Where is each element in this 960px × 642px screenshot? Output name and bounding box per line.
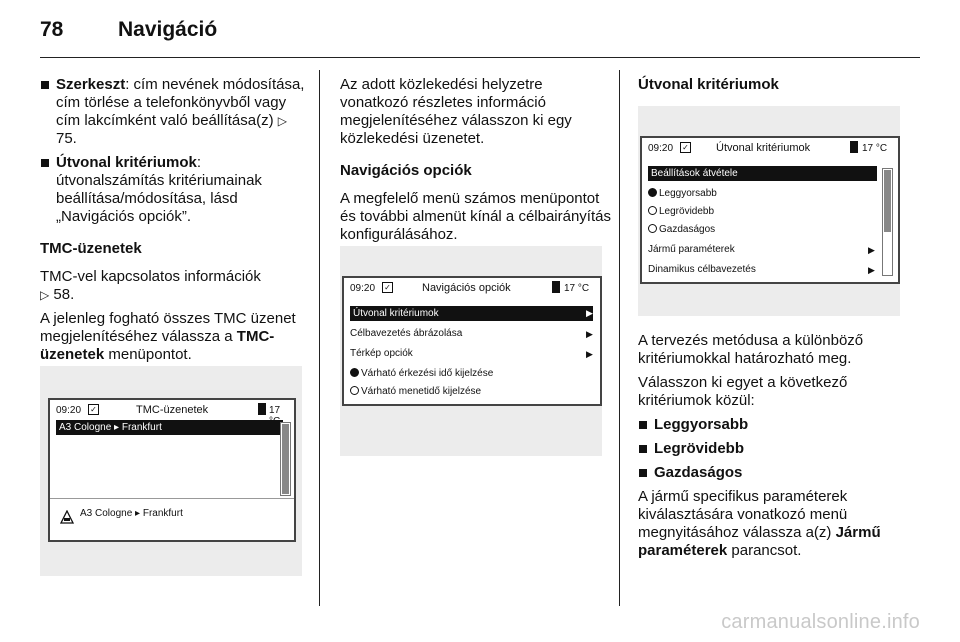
status-bar	[642, 138, 898, 158]
menu-item-economical[interactable]	[648, 222, 715, 237]
thermometer-icon	[258, 403, 266, 415]
radio-unselected-icon	[648, 206, 657, 215]
vehicle-params-term: Jármű paraméterek	[638, 524, 881, 559]
temperature: 17 °C	[862, 143, 888, 154]
nav-options-paragraph: A megfelelő menü számos menüpontot és további almenüt kínál a célbairányítás konfigurálásához.	[340, 190, 611, 243]
page-ref-icon: ▷	[40, 288, 50, 302]
column-3	[638, 76, 920, 104]
header-divider	[40, 57, 920, 58]
bullet-edit	[40, 76, 308, 148]
menu-item-fastest-label: Leggyorsabb	[659, 188, 717, 199]
vehicle-params-text-a: A jármű specifikus paraméterek kiválasztására vonatkozó menü megnyitásához válassza a(z)	[638, 488, 848, 541]
tmc-info-ref: 58.	[53, 286, 75, 303]
scroll-thumb[interactable]	[282, 424, 289, 494]
menu-item-fastest[interactable]	[648, 186, 717, 201]
display-nav-options	[342, 276, 602, 406]
menu-item-route-criteria[interactable]: Útvonal kritériumok	[350, 306, 593, 321]
menu-item-apply-settings[interactable]: Beállítások átvétele	[648, 166, 877, 181]
clock: 09:20	[56, 405, 82, 416]
menu-item-shortest[interactable]	[648, 204, 714, 219]
bullet-route-criteria	[40, 154, 308, 226]
radio-unselected-icon	[350, 386, 359, 395]
page-ref-icon: ▷	[277, 114, 287, 128]
scrollbar[interactable]	[280, 422, 291, 496]
menu-item-dynamic-guidance[interactable]: Dinamikus célbavezetés	[648, 264, 756, 275]
menu-item-economical-label: Gazdaságos	[659, 224, 716, 235]
column-3-body	[638, 332, 920, 570]
chevron-right-icon: ▶	[586, 349, 593, 359]
tmc-select-paragraph	[40, 310, 308, 364]
check-icon: ✓	[88, 404, 99, 415]
chevron-right-icon: ▶	[868, 245, 875, 255]
screenshot-nav-options	[340, 246, 602, 456]
screenshot-tmc	[40, 366, 302, 576]
menu-item-guidance-display[interactable]: Célbavezetés ábrázolása	[350, 328, 463, 339]
display-route-criteria	[640, 136, 900, 284]
menu-item-map-options[interactable]: Térkép opciók	[350, 348, 413, 359]
status-bar	[344, 278, 600, 298]
criteria-bullet: Gazdaságos	[638, 464, 920, 482]
radio-selected-icon	[350, 368, 359, 377]
page-number: 78	[40, 18, 64, 41]
tmc-select-text-b: menüpontot.	[108, 346, 192, 363]
radio-unselected-icon	[648, 224, 657, 233]
message-row-selected[interactable]: A3 Cologne ▸ Frankfurt	[56, 420, 283, 435]
check-icon: ✓	[680, 142, 691, 153]
watermark: carmanualsonline.info	[721, 611, 920, 633]
bullet-edit-ref: 75.	[56, 130, 77, 147]
planning-paragraph: A tervezés metódusa a különböző kritériumokkal határozható meg.	[638, 332, 864, 367]
menu-item-shortest-label: Legrövidebb	[659, 206, 715, 217]
page-header	[40, 18, 920, 48]
traffic-warning-icon	[60, 510, 74, 524]
thermometer-icon	[552, 281, 560, 293]
tmc-select-text-a: A jelenleg fogható összes TMC üzenet megjelenítéséhez válassza a	[40, 310, 296, 345]
criteria-bullet: Leggyorsabb	[638, 416, 920, 434]
tmc-info-text: TMC-vel kapcsolatos információk	[40, 268, 261, 285]
temperature: 17 °C	[564, 283, 590, 294]
check-icon: ✓	[382, 282, 393, 293]
column-divider-2	[619, 70, 620, 606]
section-heading-route-criteria: Útvonal kritériumok	[638, 76, 779, 93]
bullet-route-colon: :	[196, 154, 202, 171]
column-2	[340, 76, 612, 254]
menu-item-travel-time[interactable]	[350, 384, 481, 399]
info-route: A3 Cologne ▸ Frankfurt	[80, 508, 183, 519]
section-heading-tmc: TMC-üzenetek	[40, 240, 142, 257]
menu-item-eta-label: Várható érkezési idő kijelzése	[361, 368, 494, 379]
menu-item-travel-time-label: Várható menetidő kijelzése	[361, 386, 482, 397]
thermometer-icon	[850, 141, 858, 153]
chevron-right-icon: ▶	[868, 265, 875, 275]
screen-title: Útvonal kritériumok	[716, 142, 811, 154]
screenshot-route-criteria	[638, 106, 900, 316]
bullet-route-text: útvonalszámítás kritériumainak beállítása/módosítása, lásd „Navigációs opciók”.	[56, 172, 262, 225]
clock: 09:20	[648, 143, 674, 154]
display-tmc	[48, 398, 296, 542]
scrollbar[interactable]	[882, 168, 893, 276]
info-divider	[50, 498, 294, 499]
section-heading-nav-options: Navigációs opciók	[340, 162, 472, 179]
page-title: Navigáció	[118, 18, 218, 41]
tmc-detail-paragraph: Az adott közlekedési helyzetre vonatkozó részletes információ megjelenítéséhez válasszon ki egy közlekedési üzenetet.	[340, 76, 572, 147]
temperature: 17	[269, 405, 281, 416]
scroll-thumb[interactable]	[884, 170, 891, 232]
vehicle-params-text-b: parancsot.	[731, 542, 802, 559]
screen-title: Navigációs opciók	[422, 282, 511, 294]
radio-selected-icon	[648, 188, 657, 197]
tmc-info-paragraph	[40, 268, 308, 304]
vehicle-params-paragraph	[638, 488, 920, 560]
chevron-right-icon: ▶	[586, 308, 593, 318]
criteria-bullet: Legrövidebb	[638, 440, 920, 458]
bullet-edit-text: : cím nevének módosítása, cím törlése a telefonkönyvből vagy cím lakcímként való beállítása(z)	[56, 76, 305, 129]
screen-title: TMC-üzenetek	[136, 404, 209, 416]
status-bar	[50, 400, 294, 420]
column-1	[40, 76, 308, 374]
menu-item-eta[interactable]	[350, 366, 493, 381]
tmc-select-term: TMC-üzenetek	[40, 328, 275, 363]
clock: 09:20	[350, 283, 376, 294]
column-divider-1	[319, 70, 320, 606]
menu-item-vehicle-parameters[interactable]: Jármű paraméterek	[648, 244, 735, 255]
bullet-edit-term: Szerkeszt	[56, 76, 126, 93]
chevron-right-icon: ▶	[586, 329, 593, 339]
bullet-route-term: Útvonal kritériumok	[56, 154, 197, 171]
select-criteria-paragraph: Válasszon ki egyet a következő kritériumok közül:	[638, 374, 848, 409]
